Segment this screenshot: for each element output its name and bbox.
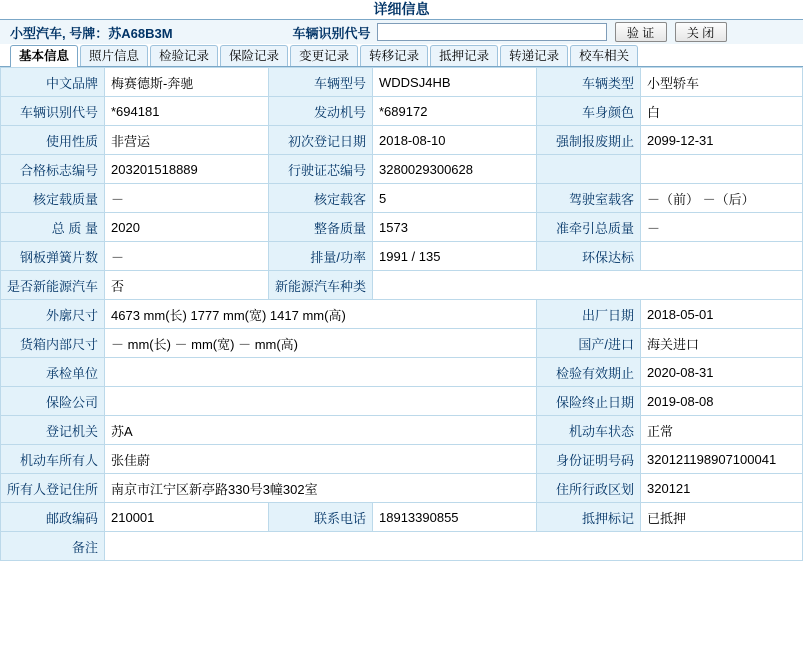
field-value: － mm(长) － mm(宽) － mm(高) (105, 329, 537, 358)
field-value: 白 (641, 97, 803, 126)
field-label: 所有人登记住所 (1, 474, 105, 503)
table-row (1, 445, 803, 474)
field-value: 2099-12-31 (641, 126, 803, 155)
field-value: 已抵押 (641, 503, 803, 532)
field-value: WDDSJ4HB (373, 68, 537, 97)
field-label: 车辆型号 (269, 68, 373, 97)
vin-label: 车辆识别代号 (292, 25, 371, 41)
field-label: 核定载客 (269, 184, 373, 213)
field-label: 车身颜色 (537, 97, 641, 126)
field-value: 1991 / 135 (373, 242, 537, 271)
close-button[interactable]: 关 闭 (675, 22, 727, 42)
tab-transfer-records[interactable]: 转移记录 (360, 45, 428, 66)
table-row (1, 97, 803, 126)
tab-mortgage-records[interactable]: 抵押记录 (430, 45, 498, 66)
field-label: 驾驶室载客 (537, 184, 641, 213)
field-label: 发动机号 (269, 97, 373, 126)
table-row (1, 184, 803, 213)
field-label: 出厂日期 (537, 300, 641, 329)
table-row (1, 155, 803, 184)
table-row (1, 271, 803, 300)
field-label: 强制报废期止 (537, 126, 641, 155)
field-value: 4673 mm(长) 1777 mm(宽) 1417 mm(高) (105, 300, 537, 329)
field-label: 保险终止日期 (537, 387, 641, 416)
field-value (373, 271, 803, 300)
tab-bar (0, 45, 803, 67)
field-label: 国产/进口 (537, 329, 641, 358)
field-label: 车辆类型 (537, 68, 641, 97)
field-value (641, 242, 803, 271)
field-label: 行驶证芯编号 (269, 155, 373, 184)
field-value (105, 387, 537, 416)
field-value: 210001 (105, 503, 269, 532)
field-value: 小型轿车 (641, 68, 803, 97)
field-label: 环保达标 (537, 242, 641, 271)
table-row (1, 329, 803, 358)
field-value: － (105, 242, 269, 271)
field-label: 新能源汽车种类 (269, 271, 373, 300)
field-value: *689172 (373, 97, 537, 126)
field-value: 苏A (105, 416, 537, 445)
field-value: －（前） －（后） (641, 184, 803, 213)
field-label: 承检单位 (1, 358, 105, 387)
field-value: － (641, 213, 803, 242)
field-value: 5 (373, 184, 537, 213)
field-label: 机动车状态 (537, 416, 641, 445)
table-row (1, 242, 803, 271)
field-value: *694181 (105, 97, 269, 126)
table-row (1, 474, 803, 503)
field-label: 住所行政区划 (537, 474, 641, 503)
table-row (1, 126, 803, 155)
field-label: 机动车所有人 (1, 445, 105, 474)
field-label: 邮政编码 (1, 503, 105, 532)
table-row (1, 68, 803, 97)
field-label: 联系电话 (269, 503, 373, 532)
field-value: 非营运 (105, 126, 269, 155)
top-toolbar (0, 19, 803, 45)
tab-photo-info[interactable]: 照片信息 (80, 45, 148, 66)
field-value: － (105, 184, 269, 213)
field-value: 2018-08-10 (373, 126, 537, 155)
field-value: 否 (105, 271, 269, 300)
field-value: 2020 (105, 213, 269, 242)
tab-inspection-records[interactable]: 检验记录 (150, 45, 218, 66)
field-value: 梅赛德斯-奔驰 (105, 68, 269, 97)
vin-input[interactable] (377, 23, 607, 41)
field-label: 抵押标记 (537, 503, 641, 532)
field-value: 海关进口 (641, 329, 803, 358)
field-label: 准牵引总质量 (537, 213, 641, 242)
field-label: 车辆识别代号 (1, 97, 105, 126)
field-label: 使用性质 (1, 126, 105, 155)
tab-change-records[interactable]: 变更记录 (290, 45, 358, 66)
field-value: 南京市江宁区新亭路330号3幢302室 (105, 474, 537, 503)
field-label: 货箱内部尺寸 (1, 329, 105, 358)
window-title: 详细信息 (373, 1, 430, 17)
field-label: 外廓尺寸 (1, 300, 105, 329)
table-row (1, 416, 803, 445)
table-row (1, 532, 803, 561)
vehicle-detail-table (0, 67, 803, 561)
field-label: 合格标志编号 (1, 155, 105, 184)
table-row (1, 300, 803, 329)
field-label: 整备质量 (269, 213, 373, 242)
field-value: 18913390855 (373, 503, 537, 532)
tab-delivery-records[interactable]: 转递记录 (500, 45, 568, 66)
field-label: 保险公司 (1, 387, 105, 416)
field-label: 检验有效期止 (537, 358, 641, 387)
table-row (1, 213, 803, 242)
field-value: 2018-05-01 (641, 300, 803, 329)
field-label: 是否新能源汽车 (1, 271, 105, 300)
table-row (1, 358, 803, 387)
field-value (641, 155, 803, 184)
field-label: 排量/功率 (269, 242, 373, 271)
field-label: 备注 (1, 532, 105, 561)
tab-school-bus[interactable]: 校车相关 (570, 45, 638, 66)
field-value: 3280029300628 (373, 155, 537, 184)
field-value: 320121198907100041 (641, 445, 803, 474)
field-label: 核定载质量 (1, 184, 105, 213)
field-value: 张佳蔚 (105, 445, 537, 474)
vehicle-plate-text: 小型汽车, 号牌：苏A68B3M (10, 25, 173, 41)
field-value: 320121 (641, 474, 803, 503)
field-label: 身份证明号码 (537, 445, 641, 474)
field-label: 中文品牌 (1, 68, 105, 97)
field-value: 正常 (641, 416, 803, 445)
field-value: 2019-08-08 (641, 387, 803, 416)
field-label: 总 质 量 (1, 213, 105, 242)
field-label (537, 155, 641, 184)
field-value: 203201518889 (105, 155, 269, 184)
field-value: 1573 (373, 213, 537, 242)
field-value (105, 532, 803, 561)
field-label: 初次登记日期 (269, 126, 373, 155)
verify-button[interactable]: 验 证 (615, 22, 667, 42)
table-row (1, 387, 803, 416)
tab-insurance-records[interactable]: 保险记录 (220, 45, 288, 66)
field-label: 钢板弹簧片数 (1, 242, 105, 271)
field-value (105, 358, 537, 387)
field-value: 2020-08-31 (641, 358, 803, 387)
field-label: 登记机关 (1, 416, 105, 445)
tab-basic-info[interactable]: 基本信息 (10, 45, 78, 67)
table-row (1, 503, 803, 532)
